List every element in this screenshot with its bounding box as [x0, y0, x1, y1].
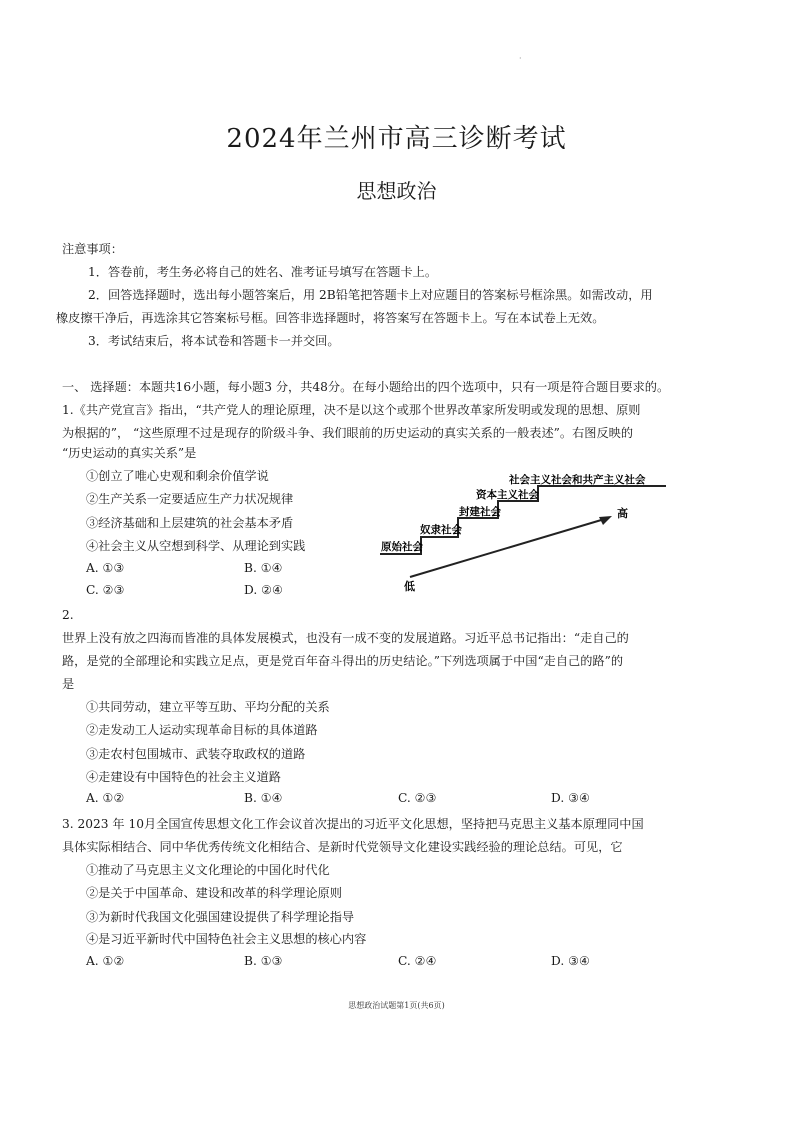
step-feudal-society: 封建社会	[459, 506, 501, 518]
q3-option-b[interactable]: B. ①③	[244, 954, 283, 968]
step-slave-society: 奴隶社会	[420, 524, 462, 536]
q3-option-a[interactable]: A. ①②	[86, 954, 125, 968]
q1-option-d[interactable]: D. ②④	[244, 583, 283, 597]
step-socialist-communist-society: 社会主义社会和共产主义社会	[509, 474, 646, 486]
q1-statement-4: ④社会主义从空想到科学、从理论到实践	[86, 539, 306, 553]
q3-statement-1: ①推动了马克思主义文化理论的中国化时代化	[86, 863, 330, 877]
notice-item-3: 3．考试结束后，将本试卷和答题卡一并交回。	[88, 334, 340, 348]
q1-stem-line-2: 为根据的”， “这些原理不过是现存的阶级斗争、我们眼前的历史运动的真实关系的一般表述”。右图反映的	[62, 426, 634, 440]
notice-heading: 注意事项：	[62, 242, 123, 256]
q2-stem-line-1: 世界上没有放之四海而皆准的具体发展模式，也没有一成不变的发展道路。习近平总书记指出：“走自己的	[62, 631, 629, 645]
notice-item-2-line-1: 2．回答选择题时，选出每小题答案后，用 2B铅笔把答题卡上对应题目的答案标号框涂黑。如需改动，用	[88, 288, 653, 302]
q3-statement-2: ②是关于中国革命、建设和改革的科学理论原则	[86, 886, 342, 900]
step-primitive-society: 原始社会	[381, 541, 423, 553]
q1-statement-3: ③经济基础和上层建筑的社会基本矛盾	[86, 516, 294, 530]
q2-statement-1: ①共同劳动，建立平等互助、平均分配的关系	[86, 700, 330, 714]
q2-stem-line-2: 路，是党的全部理论和实践立足点，更是党百年奋斗得出的历史结论。”下列选项属于中国“走自己的路”的	[62, 654, 624, 668]
notice-item-1: 1．答卷前，考生务必将自己的姓名、准考证号填写在答题卡上。	[88, 265, 438, 279]
q2-statement-4: ④走建设有中国特色的社会主义道路	[86, 770, 281, 784]
trend-arrowhead	[599, 516, 612, 525]
notice-item-2-line-2: 橡皮擦干净后，再选涂其它答案标号框。回答非选择题时，将答案写在答题卡上。写在本试卷上无效。	[56, 311, 605, 325]
step-capitalist-society: 资本主义社会	[476, 489, 539, 501]
q2-option-c[interactable]: C. ②③	[398, 791, 437, 805]
exam-title: 2024年兰州市高三诊断考试	[226, 124, 567, 154]
q2-statement-2: ②走发动工人运动实现革命目标的具体道路	[86, 723, 318, 737]
q3-stem-line-1: 3. 2023 年 10月全国宣传思想文化工作会议首次提出的习近平文化思想，坚持把马克思主义基本原理同中国	[62, 817, 644, 831]
section-1-heading: 一、 选择题：本题共16小题，每小题3 分，共48分。在每小题给出的四个选项中，只有一项是符合题目要求的。	[62, 380, 670, 394]
q1-statement-2: ②生产关系一定要适应生产力状况规律	[86, 492, 294, 506]
page-footer: 思想政治试题第1页(共6页)	[348, 1001, 445, 1010]
q2-stem-line-3: 是	[62, 677, 75, 691]
q2-option-d[interactable]: D. ③④	[551, 791, 590, 805]
q3-statement-3: ③为新时代我国文化强国建设提供了科学理论指导	[86, 910, 355, 924]
q2-option-b[interactable]: B. ①④	[244, 791, 283, 805]
q2-number: 2.	[62, 608, 74, 622]
q2-option-a[interactable]: A. ①②	[86, 791, 125, 805]
label-high: 高	[617, 507, 628, 520]
q3-option-c[interactable]: C. ②④	[398, 954, 437, 968]
subject-title: 思想政治	[356, 179, 437, 203]
q1-stem-line-1: 1.《共产党宣言》指出，“共产党人的理论原理，决不是以这个或那个世界改革家所发明或发现的思想、原则	[62, 403, 641, 417]
top-dot: ·	[519, 54, 522, 63]
q1-stem-line-3: “历史运动的真实关系”是	[62, 446, 197, 460]
q3-stem-line-2: 具体实际相结合、同中华优秀传统文化相结合、是新时代党领导文化建设实践经验的理论总结。可见，它	[62, 840, 623, 854]
q1-option-c[interactable]: C. ②③	[86, 583, 125, 597]
social-development-staircase-diagram	[376, 466, 676, 596]
label-low: 低	[404, 580, 415, 593]
q1-statement-1: ①创立了唯心史观和剩余价值学说	[86, 469, 269, 483]
q3-option-d[interactable]: D. ③④	[551, 954, 590, 968]
q1-option-b[interactable]: B. ①④	[244, 561, 283, 575]
q3-statement-4: ④是习近平新时代中国特色社会主义思想的核心内容	[86, 932, 367, 946]
q1-option-a[interactable]: A. ①③	[86, 561, 125, 575]
q2-statement-3: ③走农村包围城市、武装夺取政权的道路	[86, 747, 306, 761]
